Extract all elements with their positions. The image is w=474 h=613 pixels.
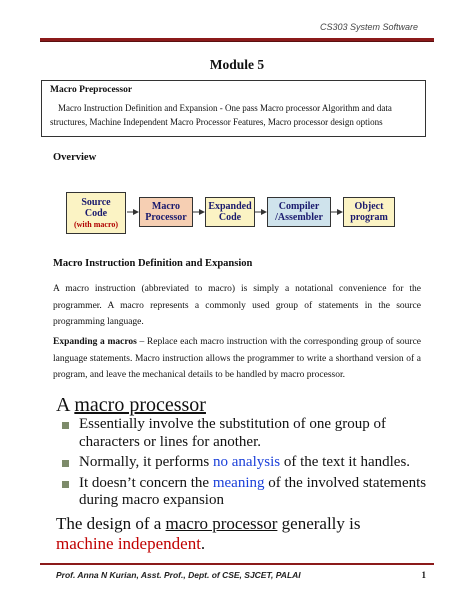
slide-footer-red: machine independent <box>56 534 201 553</box>
footer-author: Prof. Anna N Kurian, Asst. Prof., Dept. of CSE, SJCET, PALAI <box>56 570 301 580</box>
slide-bullet-3-text <box>79 475 442 510</box>
flow-node-source-line3: (with macro) <box>73 219 119 229</box>
slide-bullet-3-highlight: meaning <box>212 474 265 491</box>
slide-title-underlined: macro processor <box>74 394 206 416</box>
flow-node-source-line2: Code <box>84 207 108 219</box>
bullet-square-icon <box>62 481 69 488</box>
flow-node-source-line1: Source <box>81 196 111 208</box>
slide-footer-pre: The design of a <box>56 514 166 533</box>
overview-heading: Overview <box>53 152 97 163</box>
page-number: 1 <box>421 570 426 580</box>
expanding-macros-term: Expanding a macros <box>53 337 137 347</box>
slide-title-prefix: A <box>56 394 75 416</box>
flow-node-expanded-code <box>205 197 255 227</box>
slide-bullet-2-pre: Normally, it performs <box>79 454 213 470</box>
flow-node-macro-line1: Macro <box>151 201 181 212</box>
slide-title <box>56 394 206 417</box>
flow-node-compiler-line2: /Assembler <box>275 212 323 223</box>
flow-node-object-line2: program <box>350 212 388 223</box>
bullet-square-icon <box>62 422 69 429</box>
flow-node-macro-processor <box>139 197 193 227</box>
module-title: Module 5 <box>209 57 265 72</box>
slide-bullet-2-post: of the text it handles. <box>280 454 411 470</box>
flow-node-compiler-assembler <box>267 197 331 227</box>
flow-node-expanded-line2: Code <box>218 212 242 223</box>
flow-node-compiler-line1: Compiler <box>278 201 320 212</box>
bullet-square-icon <box>62 460 69 467</box>
slide-footer-post: generally is <box>277 514 361 533</box>
flow-node-source-code <box>66 192 126 234</box>
slide-bullet-3 <box>62 475 442 510</box>
flow-node-object-program <box>343 197 395 227</box>
flow-node-macro-line2: Processor <box>145 212 187 223</box>
slide-bullet-1 <box>62 416 442 451</box>
footer-rule <box>40 563 434 565</box>
slide-bullet-2-highlight: no analysis <box>213 454 281 470</box>
syllabus-heading: Macro Preprocessor <box>50 85 133 95</box>
slide-bullet-2 <box>62 454 442 472</box>
slide-footer-end: . <box>200 534 206 553</box>
slide-bullet-3-pre: It doesn’t concern the <box>79 474 213 491</box>
definition-paragraph-2 <box>53 334 421 384</box>
definition-paragraph-1: A macro instruction (abbreviated to macro) is simply a notational convenience for the programmer. A macro represents a commonly used group of statements in the source programming language. <box>53 284 421 327</box>
slide-bullet-list <box>62 416 442 513</box>
syllabus-box <box>41 80 426 137</box>
definition-heading: Macro Instruction Definition and Expansion <box>53 258 253 269</box>
header-rule <box>40 38 434 42</box>
expanding-macros-text: – Replace each macro instruction with the corresponding group of source language statements. Macro instruction allows the programmer to write a shorthand version of a program, and leave the mechanical details to be handled by macro processor. <box>53 337 422 380</box>
flow-node-object-line1: Object <box>354 201 384 212</box>
slide-bullet-1-text: Essentially involve the substitution of one group of characters or lines for another. <box>79 416 387 450</box>
slide-bullet-2-text <box>79 454 410 472</box>
slide-footer <box>56 514 361 554</box>
flow-node-expanded-line1: Expanded <box>208 201 252 212</box>
slide-bullet-3-post: of the involved statements during macro expansion <box>79 474 427 508</box>
slide-footer-underlined: macro processor <box>165 514 278 533</box>
course-header: CS303 System Software <box>319 22 418 32</box>
syllabus-body: Macro Instruction Definition and Expansion - One pass Macro processor Algorithm and data structures, Machine Independent Macro Processor Features, Macro processor design options <box>50 103 392 127</box>
